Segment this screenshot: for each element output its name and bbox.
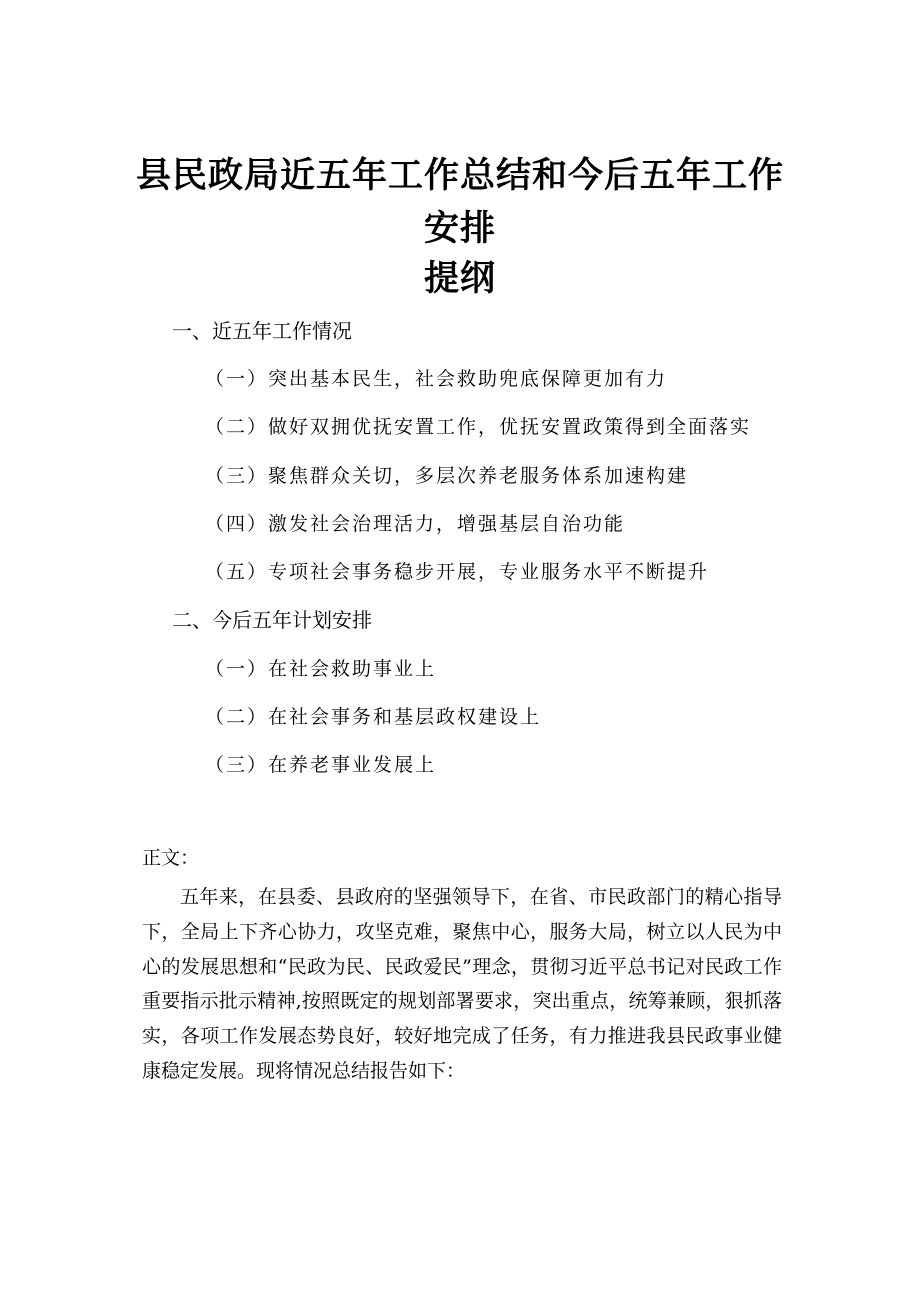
section-1-item-1: （一）突出基本民生，社会救助兜底保障更加有力 xyxy=(205,368,668,390)
section-2-heading: 二、今后五年计划安排 xyxy=(172,608,372,632)
document-title-line-1: 县民政局近五年工作总结和今后五年工作 xyxy=(135,156,784,196)
body-label: 正文： xyxy=(142,847,200,869)
section-1-item-3: （三）聚焦群众关切，多层次养老服务体系加速构建 xyxy=(205,465,689,487)
section-2-item-3: （三）在养老事业发展上 xyxy=(205,754,437,776)
section-1-item-4: （四）激发社会治理活力，增强基层自治功能 xyxy=(205,513,626,535)
document-title-line-2: 安排 xyxy=(423,209,496,249)
section-1-heading: 一、近五年工作情况 xyxy=(172,319,352,343)
section-2-item-2: （二）在社会事务和基层政权建设上 xyxy=(205,706,542,728)
document-title-line-3: 提纲 xyxy=(423,259,496,299)
section-1-item-5: （五）专项社会事务稳步开展，专业服务水平不断提升 xyxy=(205,561,710,583)
section-2-item-1: （一）在社会救助事业上 xyxy=(205,658,437,680)
section-1-item-2: （二）做好双拥优抚安置工作，优抚安置政策得到全面落实 xyxy=(205,416,752,438)
body-paragraph: 五年来，在县委、县政府的坚强领导下，在省、市民政部门的精心指导下，全局上下齐心协力，攻坚克难，聚焦中心，服务大局，树立以人民为中心的发展思想和“民政为民、民政爱民”理念，贯彻习近平总书记对民政工作重要指示批示精神,按照既定的规划部署要求，突出重点，统筹兼顾，狠抓落实，各项工作发展态势良好，较好地完成了任务，有力推进我县民政事业健康稳定发展。现将情况总结报告如下： xyxy=(142,886,782,1082)
